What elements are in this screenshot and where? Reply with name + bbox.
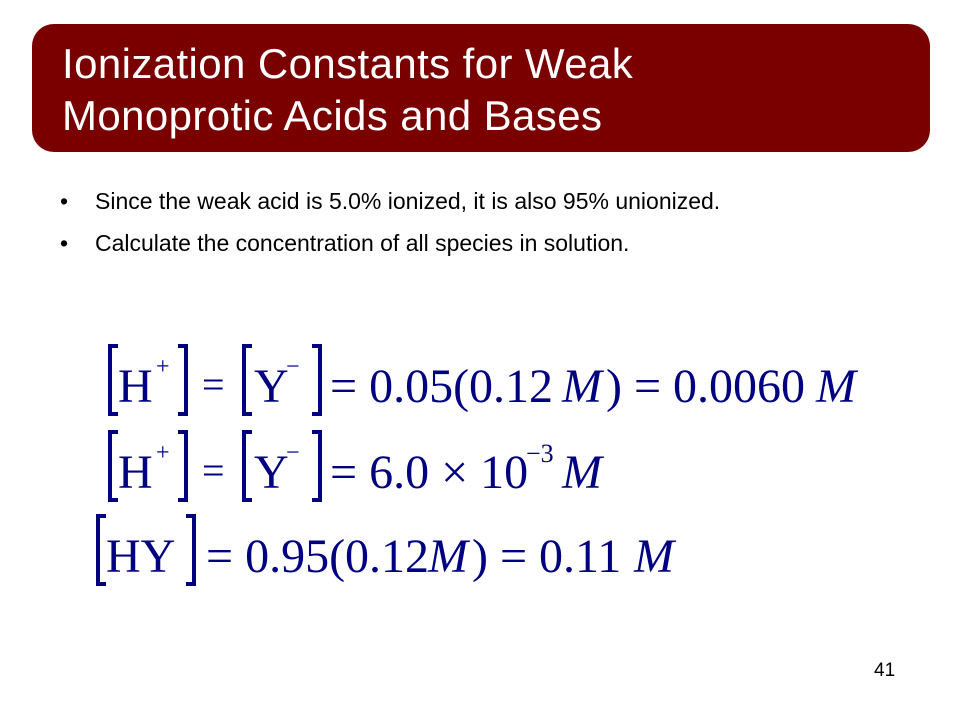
right-bracket xyxy=(186,516,194,584)
eq1-rhs-close: ) = 0.0060 xyxy=(606,360,806,413)
eq2-molar: M xyxy=(562,446,602,499)
left-bracket xyxy=(244,432,252,500)
equation-block xyxy=(90,338,910,588)
eq2-species-h: H xyxy=(118,446,153,499)
equation-3-svg xyxy=(90,508,910,588)
eq1-h-charge: + xyxy=(156,354,170,380)
right-bracket xyxy=(178,432,186,500)
eq1-species-h: H xyxy=(118,360,153,413)
eq1-rhs: = 0.05(0.12 xyxy=(330,360,554,413)
bullet-item-2 xyxy=(60,228,880,258)
eq3-molar-1: M xyxy=(428,530,468,583)
equation-2-svg xyxy=(90,424,910,504)
eq3-rhs: = 0.95(0.12 xyxy=(206,530,430,583)
eq1-molar-2: M xyxy=(816,360,856,413)
right-bracket xyxy=(178,346,186,414)
eq2-exponent: −3 xyxy=(526,439,554,468)
eq1-molar-1: M xyxy=(562,360,602,413)
eq2-h-charge: + xyxy=(156,440,170,466)
eq2-y-charge: − xyxy=(286,440,300,466)
eq3-species-hy: HY xyxy=(106,530,176,583)
left-bracket xyxy=(110,432,118,500)
equation-3 xyxy=(90,508,910,588)
eq2-species-y: Y xyxy=(254,446,289,499)
equation-1 xyxy=(90,338,910,418)
page-number: 41 xyxy=(874,660,896,681)
title-bar xyxy=(32,24,930,152)
bullet-list xyxy=(60,186,880,270)
bullet-text-1: Since the weak acid is 5.0% ionized, it is also 95% unionized. xyxy=(95,188,721,214)
bullet-item-1 xyxy=(60,186,880,216)
eq1-species-y: Y xyxy=(254,360,289,413)
eq3-rhs-close: ) = 0.11 xyxy=(472,530,622,583)
slide-title-line-1: Ionization Constants for Weak xyxy=(62,40,634,87)
bullet-marker: • xyxy=(60,230,69,256)
bullet-marker: • xyxy=(60,188,69,214)
left-bracket xyxy=(244,346,252,414)
left-bracket xyxy=(98,516,106,584)
equation-2 xyxy=(90,424,910,504)
right-bracket xyxy=(312,432,320,500)
slide-title-line-2: Monoprotic Acids and Bases xyxy=(62,92,603,139)
left-bracket xyxy=(110,346,118,414)
right-bracket xyxy=(312,346,320,414)
eq2-equals-a: = xyxy=(202,448,225,493)
eq3-molar-2: M xyxy=(634,530,674,583)
bullet-text-2: Calculate the concentration of all species in solution. xyxy=(95,230,630,256)
eq2-rhs: = 6.0 × 10 xyxy=(330,446,529,499)
eq1-y-charge: − xyxy=(286,354,300,380)
eq1-equals-a: = xyxy=(202,362,225,407)
equation-1-svg xyxy=(90,338,910,418)
